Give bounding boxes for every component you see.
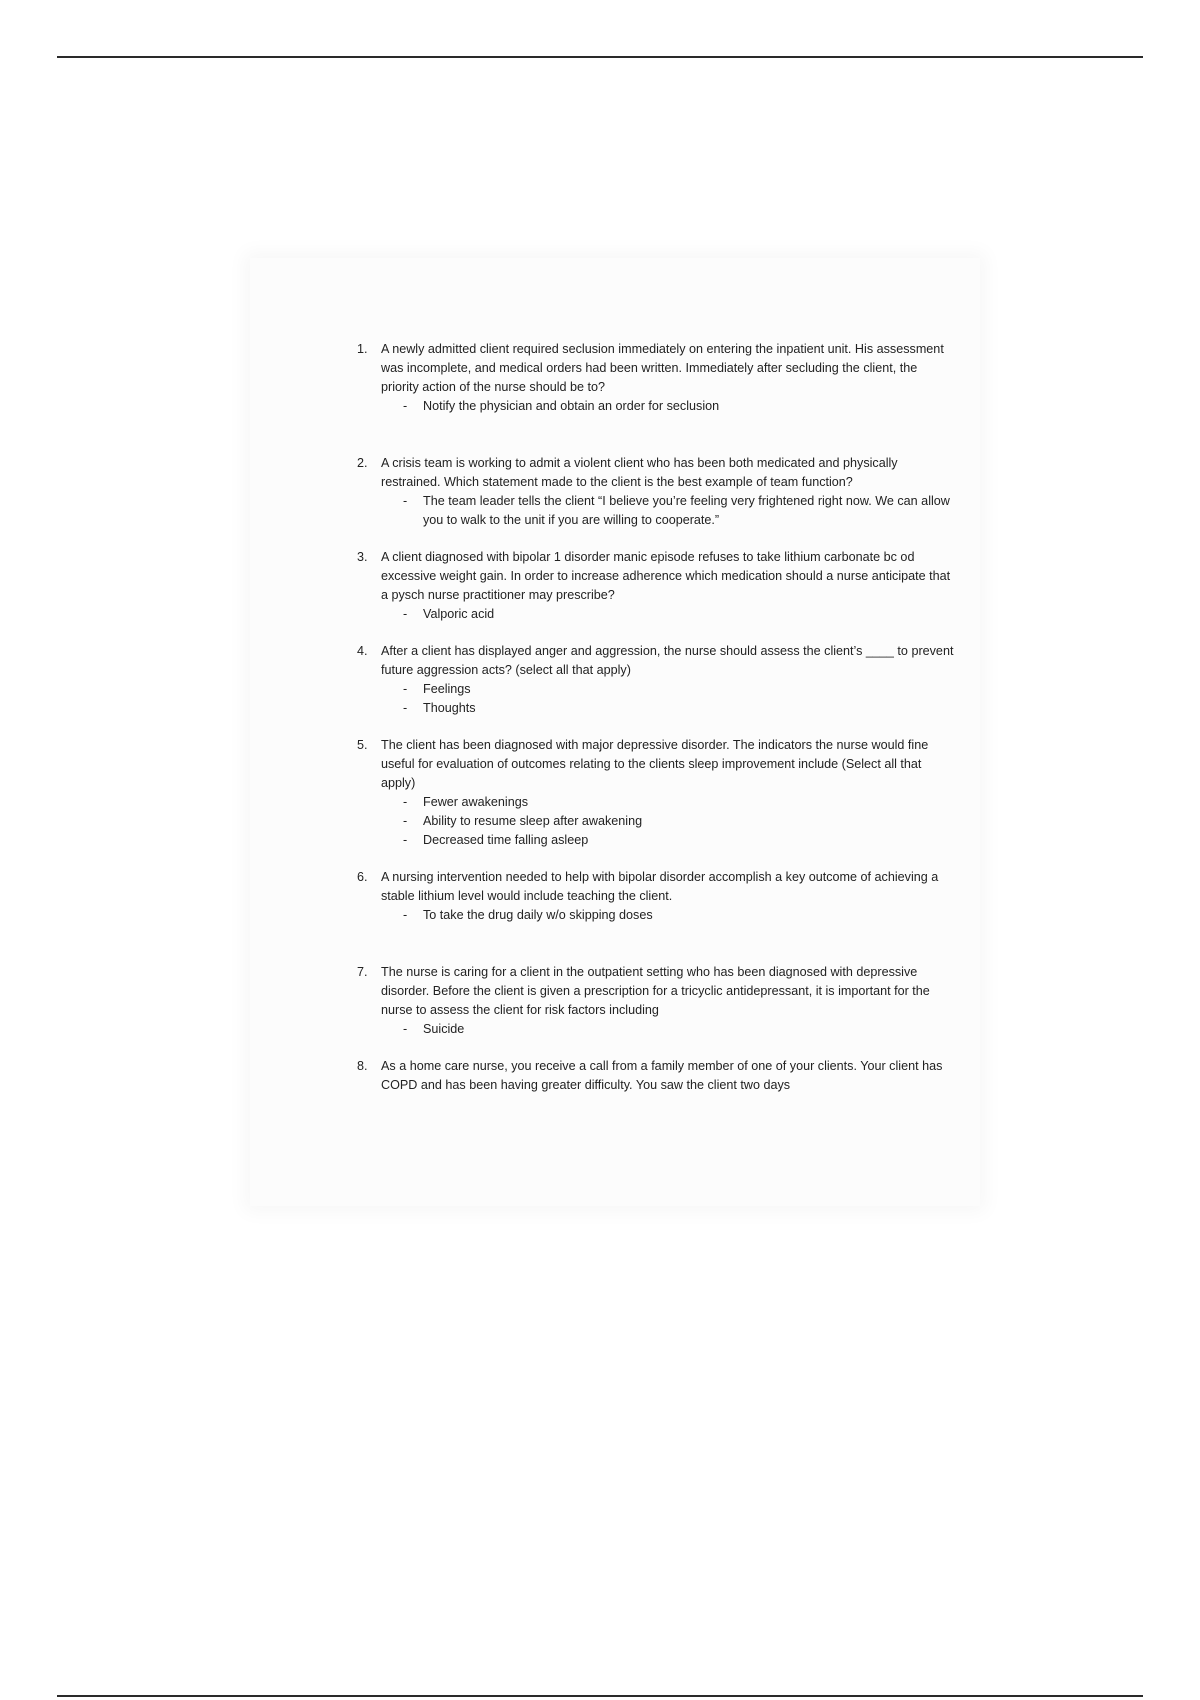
question-item — [357, 1057, 957, 1095]
answer-list — [381, 605, 957, 624]
question-text: A crisis team is working to admit a violent client who has been both medicated and physically restrained. Which statement made to the client is the best example of team function? — [381, 456, 898, 489]
question-item — [357, 340, 957, 416]
answer-list — [381, 680, 957, 718]
question-text: The client has been diagnosed with major depressive disorder. The indicators the nurse would fine useful for evaluation of outcomes relating to the clients sleep improvement include (Select all that apply) — [381, 738, 929, 790]
question-text: As a home care nurse, you receive a call from a family member of one of your clients. Your client has COPD and has been having greater difficulty. You saw the client two days — [381, 1059, 943, 1092]
question-item — [357, 868, 957, 925]
question-item — [357, 642, 957, 718]
footer-rule — [57, 1695, 1143, 1697]
header-rule — [57, 56, 1143, 58]
answer-list — [381, 492, 957, 530]
question-number: 3. — [357, 550, 368, 564]
answer-item: - Thoughts — [399, 699, 957, 718]
question-number: 6. — [357, 870, 368, 884]
answer-item: - Ability to resume sleep after awakening — [399, 812, 957, 831]
answer-item: - Suicide — [399, 1020, 957, 1039]
question-item — [357, 454, 957, 530]
answer-list — [381, 906, 957, 925]
answer-list — [381, 1020, 957, 1039]
answer-list — [381, 397, 957, 416]
question-item — [357, 548, 957, 624]
answer-item: - The team leader tells the client “I believe you’re feeling very frightened right now. We can allow you to walk to the unit if you are willing to cooperate.” — [399, 492, 957, 530]
question-text: A newly admitted client required seclusion immediately on entering the inpatient unit. His assessment was incomplete, and medical orders had been written. Immediately after secluding the client, the priority action of the nurse should be to? — [381, 342, 944, 394]
question-text: The nurse is caring for a client in the outpatient setting who has been diagnosed with depressive disorder. Before the client is given a prescription for a tricyclic antidepressant, it is important for the nurse to assess the client for risk factors including — [381, 965, 930, 1017]
question-number: 8. — [357, 1059, 368, 1073]
question-list — [357, 340, 957, 1095]
question-item — [357, 736, 957, 850]
answer-item: - Fewer awakenings — [399, 793, 957, 812]
answer-list — [381, 793, 957, 850]
question-number: 1. — [357, 342, 368, 356]
question-item — [357, 963, 957, 1039]
question-number: 5. — [357, 738, 368, 752]
question-number: 2. — [357, 456, 368, 470]
question-text: After a client has displayed anger and aggression, the nurse should assess the client’s ____ to prevent future aggression acts? (select all that apply) — [381, 644, 954, 677]
question-text: A nursing intervention needed to help with bipolar disorder accomplish a key outcome of achieving a stable lithium level would include teaching the client. — [381, 870, 939, 903]
question-text: A client diagnosed with bipolar 1 disorder manic episode refuses to take lithium carbonate bc od excessive weight gain. In order to increase adherence which medication should a nurse anticipate that a pysch nurse practitioner may prescribe? — [381, 550, 951, 602]
answer-item: - Feelings — [399, 680, 957, 699]
answer-item: - Notify the physician and obtain an order for seclusion — [399, 397, 957, 416]
question-number: 7. — [357, 965, 368, 979]
question-number: 4. — [357, 644, 368, 658]
answer-item: - To take the drug daily w/o skipping doses — [399, 906, 957, 925]
answer-item: - Valporic acid — [399, 605, 957, 624]
answer-item: - Decreased time falling asleep — [399, 831, 957, 850]
